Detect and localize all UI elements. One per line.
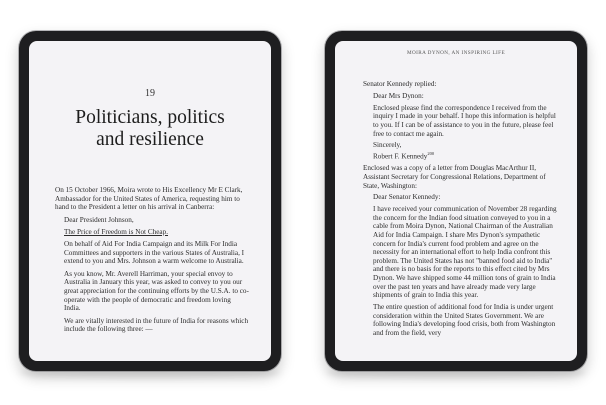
letter-paragraph-3: We are vitally interested in the future of India for reasons which include the following three: — bbox=[64, 316, 249, 334]
right-screen[interactable] bbox=[335, 41, 577, 361]
letter-salutation: Dear President Johnson, bbox=[64, 215, 134, 224]
letter-heading: The Price of Freedom is Not Cheap. bbox=[64, 227, 168, 236]
left-page-body bbox=[55, 186, 249, 338]
footnote-reference[interactable]: 200 bbox=[427, 151, 435, 157]
letter-paragraph-2: As you know, Mr. Averell Harriman, your special envoy to Australia in January this year, was asked to convey to you our great appreciation for the continuing efforts by the U.S.A. to co-operate with the people of democratic and freedom loving India. bbox=[64, 269, 249, 313]
running-head: MOIRA DYNON, AN INSPIRING LIFE bbox=[406, 50, 506, 56]
chapter-title-line-1: Politicians, politics bbox=[75, 107, 225, 128]
left-tablet bbox=[19, 31, 281, 371]
kennedy-letter-paragraph: Enclosed please find the correspondence I received from the inquiry I made in your behalf. I hope this information is helpful to you. If I can be of assistance to you in the future, please feel free to contact me again. bbox=[373, 103, 556, 138]
right-tablet bbox=[325, 31, 587, 371]
letter-paragraph-1: On behalf of Aid For India Campaign and its Milk For India Committees and supporters in the various States of Australia, I extend to you and Mrs. Johnson a warm welcome to Australia. bbox=[64, 240, 245, 266]
enclosed-paragraph: Enclosed was a copy of a letter from Douglas MacArthur II, Assistant Secretary for Congressional Relations, Department of State, Washington: bbox=[363, 164, 546, 190]
chapter-title bbox=[29, 107, 271, 151]
left-screen[interactable] bbox=[29, 41, 271, 361]
chapter-number: 19 bbox=[145, 88, 155, 99]
signature-line bbox=[363, 150, 558, 161]
kennedy-replied-line: Senator Kennedy replied: bbox=[363, 80, 437, 88]
salutation-mrs-dynon: Dear Mrs Dynon: bbox=[373, 91, 424, 100]
right-page-body bbox=[363, 80, 558, 341]
closing: Sincerely, bbox=[373, 141, 402, 150]
signature: Robert F. Kennedy bbox=[373, 152, 428, 161]
intro-paragraph: On 15 October 1966, Moira wrote to His Excellency Mr E Clark, Ambassador for the United States of America, requesting him to hand to the President a letter on his arrival in Canberra: bbox=[55, 186, 243, 212]
macarthur-paragraph-2: The entire question of additional food for India is under urgent consideration within the United States Government. We are following India's developing food crisis, both from Washington and from the field, very bbox=[373, 303, 556, 337]
salutation-senator-kennedy: Dear Senator Kennedy: bbox=[373, 193, 441, 202]
chapter-title-line-2: and resilience bbox=[96, 129, 204, 150]
macarthur-paragraph-1: I have received your communication of November 28 regarding the concern for the Indian food situation conveyed to you in a cable from Moira Dynon, National Chairman of the Australian Aid for India Campaign. I share Mrs Dynon's sympathetic concern for India's current food problem and agree on the necessity for an international effort to help India confront this problem. The United States has not "banned food aid to India" and there is no basis for the reports to this effect cited by Mrs Dynon. We have shipped some 44 million tons of grain to India over the past ten years and have already made very large shipments of grain to India this year. bbox=[373, 205, 557, 300]
